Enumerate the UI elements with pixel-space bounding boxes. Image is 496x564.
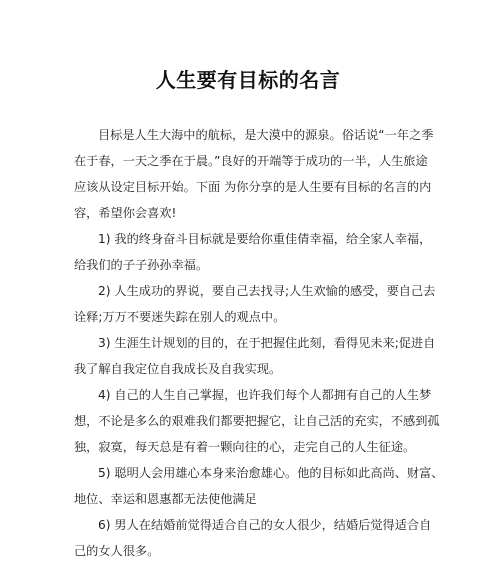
paragraph-line: 1) 我的终身奋斗目标就是要给你重佳倩幸福，给全家人幸福， [98,232,432,246]
paragraph-line: 应该从设定目标开始。下面 为你分享的是人生要有目标的名言的内 [74,180,432,194]
paragraph-line: 我了解自我定位自我成长及自我实现。 [74,362,282,376]
paragraph-line: 2) 人生成功的界说，要自己去找寻;人生欢愉的感受，要自己去 [98,284,436,298]
paragraph-line: 6) 男人在结婚前觉得适合自己的女人很少，结婚后觉得适合自 [98,518,432,532]
paragraph-line: 独，寂寞，每天总是有着一颗向往的心，走完自己的人生征途。 [74,440,416,454]
paragraph-line: 地位、幸运和恩惠都无法使他满足 [74,492,257,506]
paragraph-line: 3) 生涯生计规划的目的，在于把握住此刻，看得见未来;促进自 [98,336,436,350]
paragraph-line: 在于春，一天之季在于晨。”良好的开端等于成功的一半，人生旅途 [74,154,428,168]
document-body [74,122,444,564]
paragraph-line: 容，希望你会喜欢! [74,206,177,220]
paragraph-line: 诠释;万万不要迷失踪在别人的观点中。 [74,310,286,324]
paragraph-line: 想，不论是多么的艰难我们都要把握它，让自己活的充实，不感到孤 [74,414,440,428]
paragraph-line: 4) 自己的人生自己掌握，也许我们每个人都拥有自己的人生梦 [98,388,432,402]
paragraph-line: 己的女人很多。 [74,544,160,558]
paragraph-line: 目标是人生大海中的航标，是大漠中的源泉。俗话说“一年之季 [98,128,434,142]
document-title: 人生要有目标的名言 [155,68,341,92]
paragraph-line: 给我们的子子孙孙幸福。 [74,258,209,272]
paragraph-line: 5) 聪明人会用雄心本身来治愈雄心。他的目标如此高尚、财富、 [98,466,444,480]
